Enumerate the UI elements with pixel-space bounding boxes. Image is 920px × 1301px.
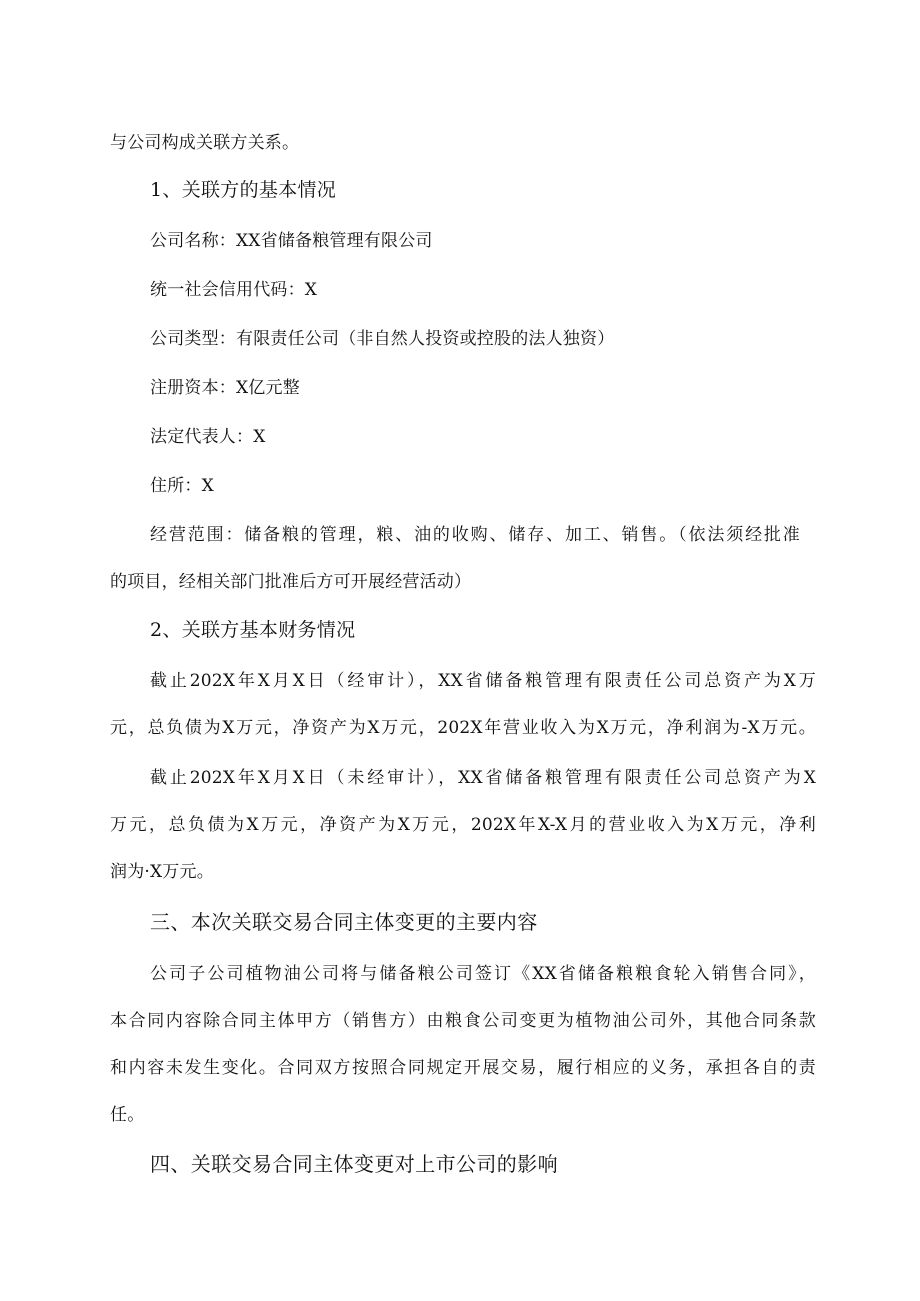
company-name-line: 公司名称：XX省储备粮管理有限公司 [150, 231, 433, 251]
paragraph-line: 与公司构成关联方关系。 [110, 133, 300, 153]
contract-paragraph-line: 和内容未发生变化。合同双方按照合同规定开展交易，履行相应的义务，承担各自的责 [110, 1058, 816, 1078]
section-heading: 2、关联方基本财务情况 [150, 619, 356, 641]
contract-paragraph-line: 任。 [110, 1105, 145, 1125]
registered-capital-line: 注册资本：X亿元整 [150, 378, 300, 398]
company-type-line: 公司类型：有限责任公司（非自然人投资或控股的法人独资） [150, 329, 615, 349]
section-heading: 1、关联方的基本情况 [150, 179, 337, 201]
chapter-heading: 三、本次关联交易合同主体变更的主要内容 [150, 910, 538, 934]
legal-representative-line: 法定代表人：X [150, 427, 266, 447]
credit-code-line: 统一社会信用代码：X [150, 280, 318, 300]
financial-paragraph-line: 截止202X年X月X日（经审计），XX省储备粮管理有限责任公司总资产为X万 [150, 671, 816, 691]
contract-paragraph-line: 公司子公司植物油公司将与储备粮公司签订《XX省储备粮粮食轮入销售合同》， [150, 964, 816, 984]
business-scope-line: 的项目，经相关部门批准后方可开展经营活动） [110, 572, 472, 592]
financial-paragraph-line: 截止202X年X月X日（未经审计），XX省储备粮管理有限责任公司总资产为X [150, 768, 816, 788]
contract-paragraph-line: 本合同内容除合同主体甲方（销售方）由粮食公司变更为植物油公司外，其他合同条款 [110, 1011, 816, 1031]
financial-paragraph-line: 润为·X万元。 [110, 862, 214, 882]
address-line: 住所：X [150, 476, 214, 496]
financial-paragraph-line: 元，总负债为X万元，净资产为X万元，202X年营业收入为X万元，净利润为-X万元。 [110, 718, 816, 738]
chapter-heading: 四、关联交易合同主体变更对上市公司的影响 [150, 1152, 558, 1176]
financial-paragraph-line: 万元，总负债为X万元，净资产为X万元，202X年X-X月的营业收入为X万元，净利 [110, 815, 816, 835]
business-scope-line: 经营范围：储备粮的管理，粮、油的收购、储存、加工、销售。（依法须经批准 [150, 525, 800, 545]
